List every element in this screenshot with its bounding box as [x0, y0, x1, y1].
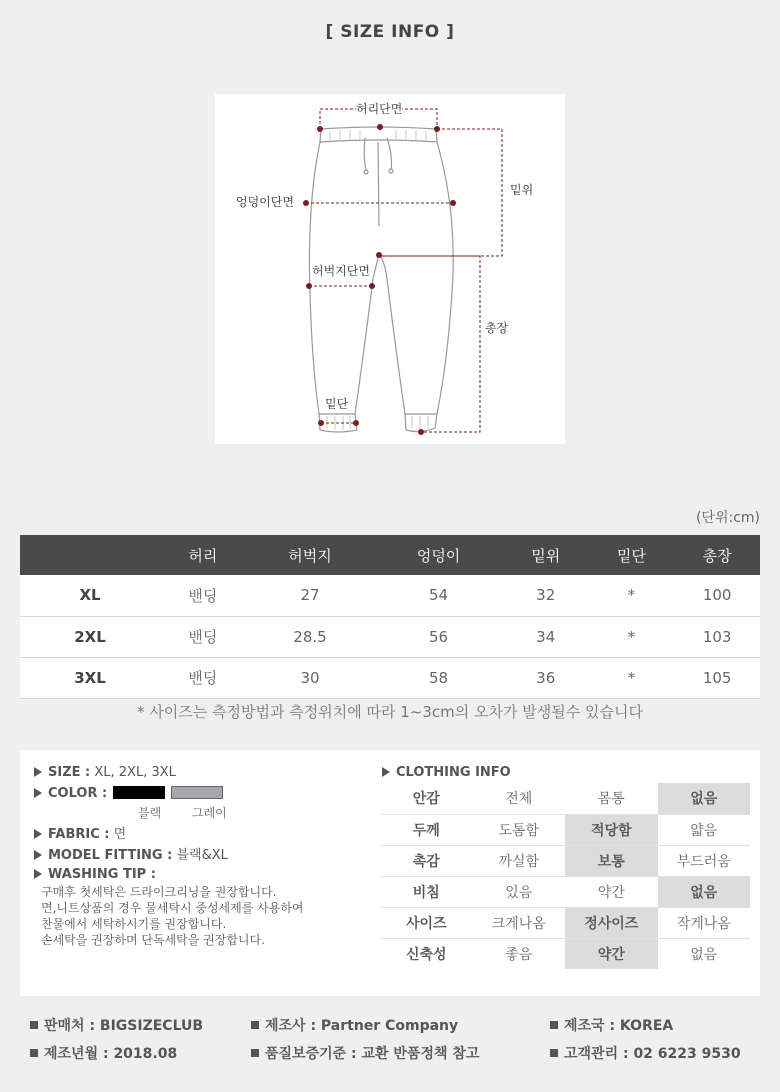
label-rise: 밑위 [510, 183, 534, 197]
unit-label: (단위:cm) [695, 510, 760, 526]
attribute-label: 사이즈 [380, 907, 473, 938]
triangle-bullet-icon [34, 788, 42, 798]
marker-dot [317, 126, 323, 132]
header-cell: 밑단 [589, 535, 675, 575]
option-cell: 도톰함 [473, 814, 566, 845]
option-cell: 작게나옴 [658, 907, 751, 938]
table-cell: 밴딩 [160, 575, 246, 616]
clothing-info-title: CLOTHING INFO [382, 762, 511, 783]
option-cell-selected: 약간 [565, 938, 658, 969]
color-line: COLOR : [34, 783, 374, 804]
footer-cs: 고객관리 : 02 6223 9530 [550, 1043, 741, 1063]
option-cell: 없음 [690, 946, 718, 963]
table-cell: 밴딩 [160, 657, 246, 698]
marker-dot [303, 200, 309, 206]
table-cell: 30 [246, 657, 375, 698]
size-table-header [20, 535, 760, 575]
table-cell: * [589, 616, 675, 657]
fabric-line: FABRIC : 면 [34, 824, 374, 845]
footer-warranty: 품질보증기준 : 교환 반품정책 참고 [251, 1043, 479, 1063]
square-bullet-icon [550, 1021, 558, 1029]
triangle-bullet-icon [34, 869, 42, 879]
attribute-label: 촉감 [380, 845, 473, 876]
clothing-info-row [380, 938, 750, 969]
washing-tip: 구매후 첫세탁은 드라이크리닝을 권장합니다. [41, 885, 277, 899]
marker-dot [306, 283, 312, 289]
pants-illustration [215, 94, 565, 444]
option-cell: 얇음 [658, 814, 751, 845]
size-diagram [215, 94, 565, 444]
table-cell: 27 [246, 575, 375, 616]
header-cell: 밑위 [503, 535, 589, 575]
label-waist: 허리단면 [356, 102, 403, 116]
header-cell: 엉덩이 [374, 535, 503, 575]
label-thigh: 허벅지단면 [312, 264, 370, 278]
option-cell: 좋음 [505, 946, 533, 963]
table-cell: 밴딩 [160, 616, 246, 657]
table-cell: 56 [374, 616, 503, 657]
option-cell-selected: 정사이즈 [565, 907, 658, 938]
clothing-info-row [380, 845, 750, 876]
square-bullet-icon [30, 1049, 38, 1057]
marker-dot [353, 420, 359, 426]
option-cell: 까실함 [473, 845, 566, 876]
attribute-label: 비침 [380, 876, 473, 907]
size-name: 3XL [20, 657, 160, 698]
option-cell: 부드러움 [658, 845, 751, 876]
size-table [20, 535, 760, 699]
footer-date: 제조년월 : 2018.08 [30, 1043, 177, 1063]
option-cell-selected: 보통 [565, 845, 658, 876]
size-name: 2XL [20, 616, 160, 657]
label-hem: 밑단 [325, 397, 349, 411]
square-bullet-icon [251, 1049, 259, 1057]
model-line: MODEL FITTING : 블랙&XL [34, 845, 374, 866]
label-hip: 엉덩이단면 [236, 195, 294, 209]
option-cell: 크게나옴 [473, 907, 566, 938]
washing-tip: 손세탁을 권장하며 단독세탁을 권장합니다. [41, 933, 265, 947]
option-cell: 있음 [473, 876, 566, 907]
table-cell: 103 [674, 616, 760, 657]
option-cell-selected: 없음 [658, 876, 751, 907]
washing-line: WASHING TIP : [34, 866, 374, 884]
option-cell: 몸통 [565, 783, 658, 814]
attribute-label: 안감 [380, 783, 473, 814]
attribute-label: 신축성 [405, 946, 447, 963]
marker-dot [450, 200, 456, 206]
square-bullet-icon [251, 1021, 259, 1029]
triangle-bullet-icon [382, 767, 390, 777]
size-name: XL [20, 575, 160, 616]
header-cell: 허리 [160, 535, 246, 575]
table-cell: 32 [503, 575, 589, 616]
product-details [34, 762, 374, 948]
header-cell [20, 535, 160, 575]
table-cell: 28.5 [246, 616, 375, 657]
marker-dot [434, 126, 440, 132]
table-row [20, 575, 760, 616]
color-name: 그레이 [192, 806, 227, 820]
color-swatch-gray [171, 786, 223, 799]
clothing-info-row [380, 907, 750, 938]
table-cell: 58 [374, 657, 503, 698]
page-title: [ SIZE INFO ] [325, 22, 455, 42]
marker-dot [377, 124, 383, 130]
footer-seller: 판매처 : BIGSIZECLUB [30, 1015, 203, 1035]
clothing-info-row [380, 876, 750, 907]
marker-dot [376, 252, 382, 258]
table-row [20, 657, 760, 698]
marker-dot [369, 283, 375, 289]
footer-maker: 제조사 : Partner Company [251, 1015, 458, 1035]
washing-tip: 찬물에서 세탁하시기를 권장합니다. [41, 917, 227, 931]
option-cell: 약간 [565, 876, 658, 907]
washing-tip: 면,니트상품의 경우 물세탁시 중성세제를 사용하여 [41, 901, 304, 915]
triangle-bullet-icon [34, 767, 42, 777]
table-cell: 36 [503, 657, 589, 698]
table-cell: 105 [674, 657, 760, 698]
size-line: SIZE : XL, 2XL, 3XL [34, 762, 374, 783]
footer-country: 제조국 : KOREA [550, 1015, 673, 1035]
label-length: 총장 [485, 321, 509, 335]
square-bullet-icon [550, 1049, 558, 1057]
table-cell: 100 [674, 575, 760, 616]
table-row [20, 616, 760, 657]
product-info-box [20, 750, 760, 996]
color-names [34, 804, 374, 822]
color-swatch-black [113, 786, 165, 799]
triangle-bullet-icon [34, 850, 42, 860]
square-bullet-icon [30, 1021, 38, 1029]
attribute-label: 두께 [380, 814, 473, 845]
clothing-info-table [380, 783, 750, 969]
clothing-info-row [380, 783, 750, 814]
marker-dot [418, 429, 424, 435]
clothing-info-row [380, 814, 750, 845]
option-cell-selected: 없음 [658, 783, 751, 814]
header-cell: 총장 [674, 535, 760, 575]
table-cell: 34 [503, 616, 589, 657]
table-cell: * [589, 657, 675, 698]
color-name: 블랙 [138, 806, 162, 820]
marker-dot [318, 420, 324, 426]
option-cell: 전체 [473, 783, 566, 814]
table-cell: 54 [374, 575, 503, 616]
table-cell: * [589, 575, 675, 616]
size-note: * 사이즈는 측정방법과 측정위치에 따라 1~3cm의 오차가 발생될수 있습니다 [137, 703, 643, 721]
triangle-bullet-icon [34, 829, 42, 839]
header-cell: 허벅지 [246, 535, 375, 575]
option-cell-selected: 적당함 [565, 814, 658, 845]
